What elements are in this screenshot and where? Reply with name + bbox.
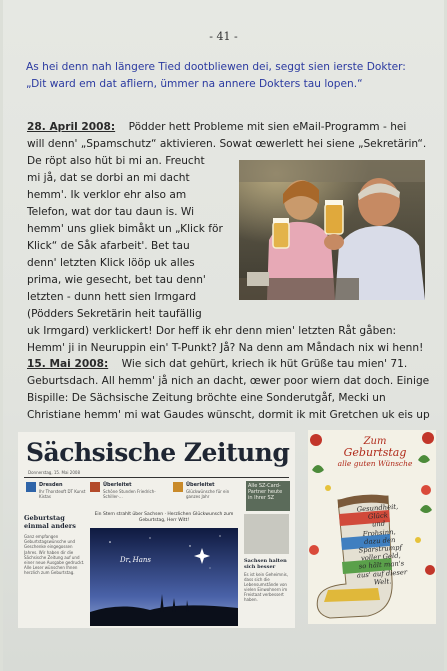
entry-text: hemm' uns gliek bimåkt un „Klick för xyxy=(27,223,223,235)
entry-text: denn' letzten Klick lööp uk alles xyxy=(27,257,195,269)
teaser-text: Glückwünsche für ein ganzes Jahr xyxy=(186,489,230,499)
newspaper-masthead: Sächsische Zeitung xyxy=(26,438,290,467)
entry-text: Wie sich dat gehürt, kriech ik hüt Grüße tau mien' 71. xyxy=(121,358,408,370)
card-wish-line: Glück xyxy=(367,511,389,521)
entry-text: (Pödders Sekretärin heit taufällig xyxy=(27,308,202,320)
entry-text: prima, wie gesecht, bet tau denn' xyxy=(27,274,206,286)
card-wish-line: Sparstrumpf xyxy=(358,543,403,555)
card-wish-line: so hält man's xyxy=(358,559,405,571)
birthday-card xyxy=(308,430,436,624)
newspaper-clipping xyxy=(18,432,295,628)
newspaper-star-photo xyxy=(90,528,238,626)
newspaper-date: Donnerstag, 15. Mai 2008 xyxy=(28,470,80,475)
card-wish-line: Welt. xyxy=(373,577,392,587)
document-page xyxy=(3,0,444,671)
entry-text: letzten - dunn hett sien Irmgard xyxy=(27,291,197,303)
entry-date: 28. April 2008: xyxy=(27,121,116,133)
newspaper-body: Ganz empfangen Geburtstagswünsche und Geschenke eingegossen Jahres. Wir haben dir die Sächsische Zeitung auf und einer neue Ausgabe gedruckt. Alle Leser wünschen Ihnen herzlich zum Geburtstag. xyxy=(24,534,85,576)
card-heading-line: Zum xyxy=(363,436,387,447)
entry-text: will denn' „Spamschutz“ aktivieren. Sowat œwerlett hei siene „Sekretärin“. xyxy=(27,138,427,150)
newspaper-teaser xyxy=(90,482,170,504)
entry-text: hemm'. Ik verklor ehr also am xyxy=(27,189,187,201)
photo-toast xyxy=(239,160,425,300)
entry-text: mi jå, dat se dorbi an mi dacht xyxy=(27,172,190,184)
newspaper-teaser xyxy=(173,482,248,504)
card-wish-line: voller Geld, xyxy=(360,551,402,563)
newspaper-side-title: Sachsen halten sich besser xyxy=(244,558,287,570)
entry-text: Telefon, wat dor tau daun is. Wi xyxy=(27,206,195,218)
newspaper-headline: Geburtstag einmal anders xyxy=(24,514,76,530)
teaser-title: Überleitet xyxy=(186,482,215,488)
card-wish-line: Gesundheit, xyxy=(356,502,399,514)
newspaper-promo: Alle SZ-Card-Partner heute in Ihrer SZ xyxy=(246,481,290,511)
teaser-title: Überleitet xyxy=(103,482,132,488)
newspaper-side-photo xyxy=(244,514,289,554)
newspaper-side-text: Es ist kein Geheimnis, dass sich die Lebensumstände von vielen Einwohnern im Freistaat verbessert haben. xyxy=(244,572,289,602)
entry-text: Hemm' ji in Neuruppin ein' T-Punkt? Jå? Na denn am Måndach nix wi henn! xyxy=(27,342,424,354)
entry-text: Pödder hett Probleme mit sien eMail-Programm - hei xyxy=(128,121,407,133)
teaser-title: Dresden xyxy=(39,482,63,488)
entry-text: Christiane hemm' mi wat Gaudes wünscht, dormit ik mit Gretchen uk eis up xyxy=(27,409,430,421)
card-wish-line: Frohsinn, xyxy=(362,527,396,538)
night-sky-image xyxy=(90,528,238,626)
entry-text: uk Irmgard) verklickert! Dor heff ik ehr denn mien' letzten Råt gåben: xyxy=(27,325,397,337)
page-number: - 41 - xyxy=(209,30,238,43)
entry-may-2008 xyxy=(27,356,437,424)
card-wish-line: und xyxy=(371,520,386,529)
photo-image xyxy=(239,160,425,300)
card-heading-line: alle guten Wünsche xyxy=(337,459,413,468)
entry-date: 15. Mai 2008: xyxy=(27,358,109,370)
intro-line: As hei denn nah längere Tied dootbliewen dei, seggt sien ierste Dokter: xyxy=(26,61,406,73)
card-wish xyxy=(343,502,417,589)
card-heading xyxy=(330,436,420,469)
teaser-text: Ihr Thorsteoft DT Kunst Kistas xyxy=(39,489,86,499)
entry-text: De röpt also hüt bi mi an. Freucht xyxy=(27,155,205,167)
star-label: Dr. Hans xyxy=(120,556,152,564)
card-wish-line: dazu den xyxy=(363,535,396,546)
newspaper-caption: Ein Stern strahlt über Sachsen · Herzlichen Glückwunsch zum Geburtstag, Herr Witt! xyxy=(94,512,234,523)
card-wish-line: aus' auf dieser xyxy=(356,567,408,580)
entry-text: Bispille: De Sächsische Zeitung bröchte eine Sonderutgåf, Mecki un xyxy=(27,392,386,404)
entry-text: Klick“ de Såk afarbeit'. Bet tau xyxy=(27,240,190,252)
intro-line: „Dit ward em dat afliern, ümmer na annere Dokters tau lopen.“ xyxy=(26,78,363,90)
newspaper-teaser xyxy=(26,482,86,504)
intro-paragraph xyxy=(26,59,436,93)
entry-text: Geburtsdach. All hemm' jå nich an dacht, œwer poor wiern dat doch. Einige xyxy=(27,375,430,387)
teaser-text: Schöne Stunden Friedrich-Schiller-... xyxy=(103,489,156,499)
card-heading-line: Geburtstag xyxy=(343,446,407,459)
